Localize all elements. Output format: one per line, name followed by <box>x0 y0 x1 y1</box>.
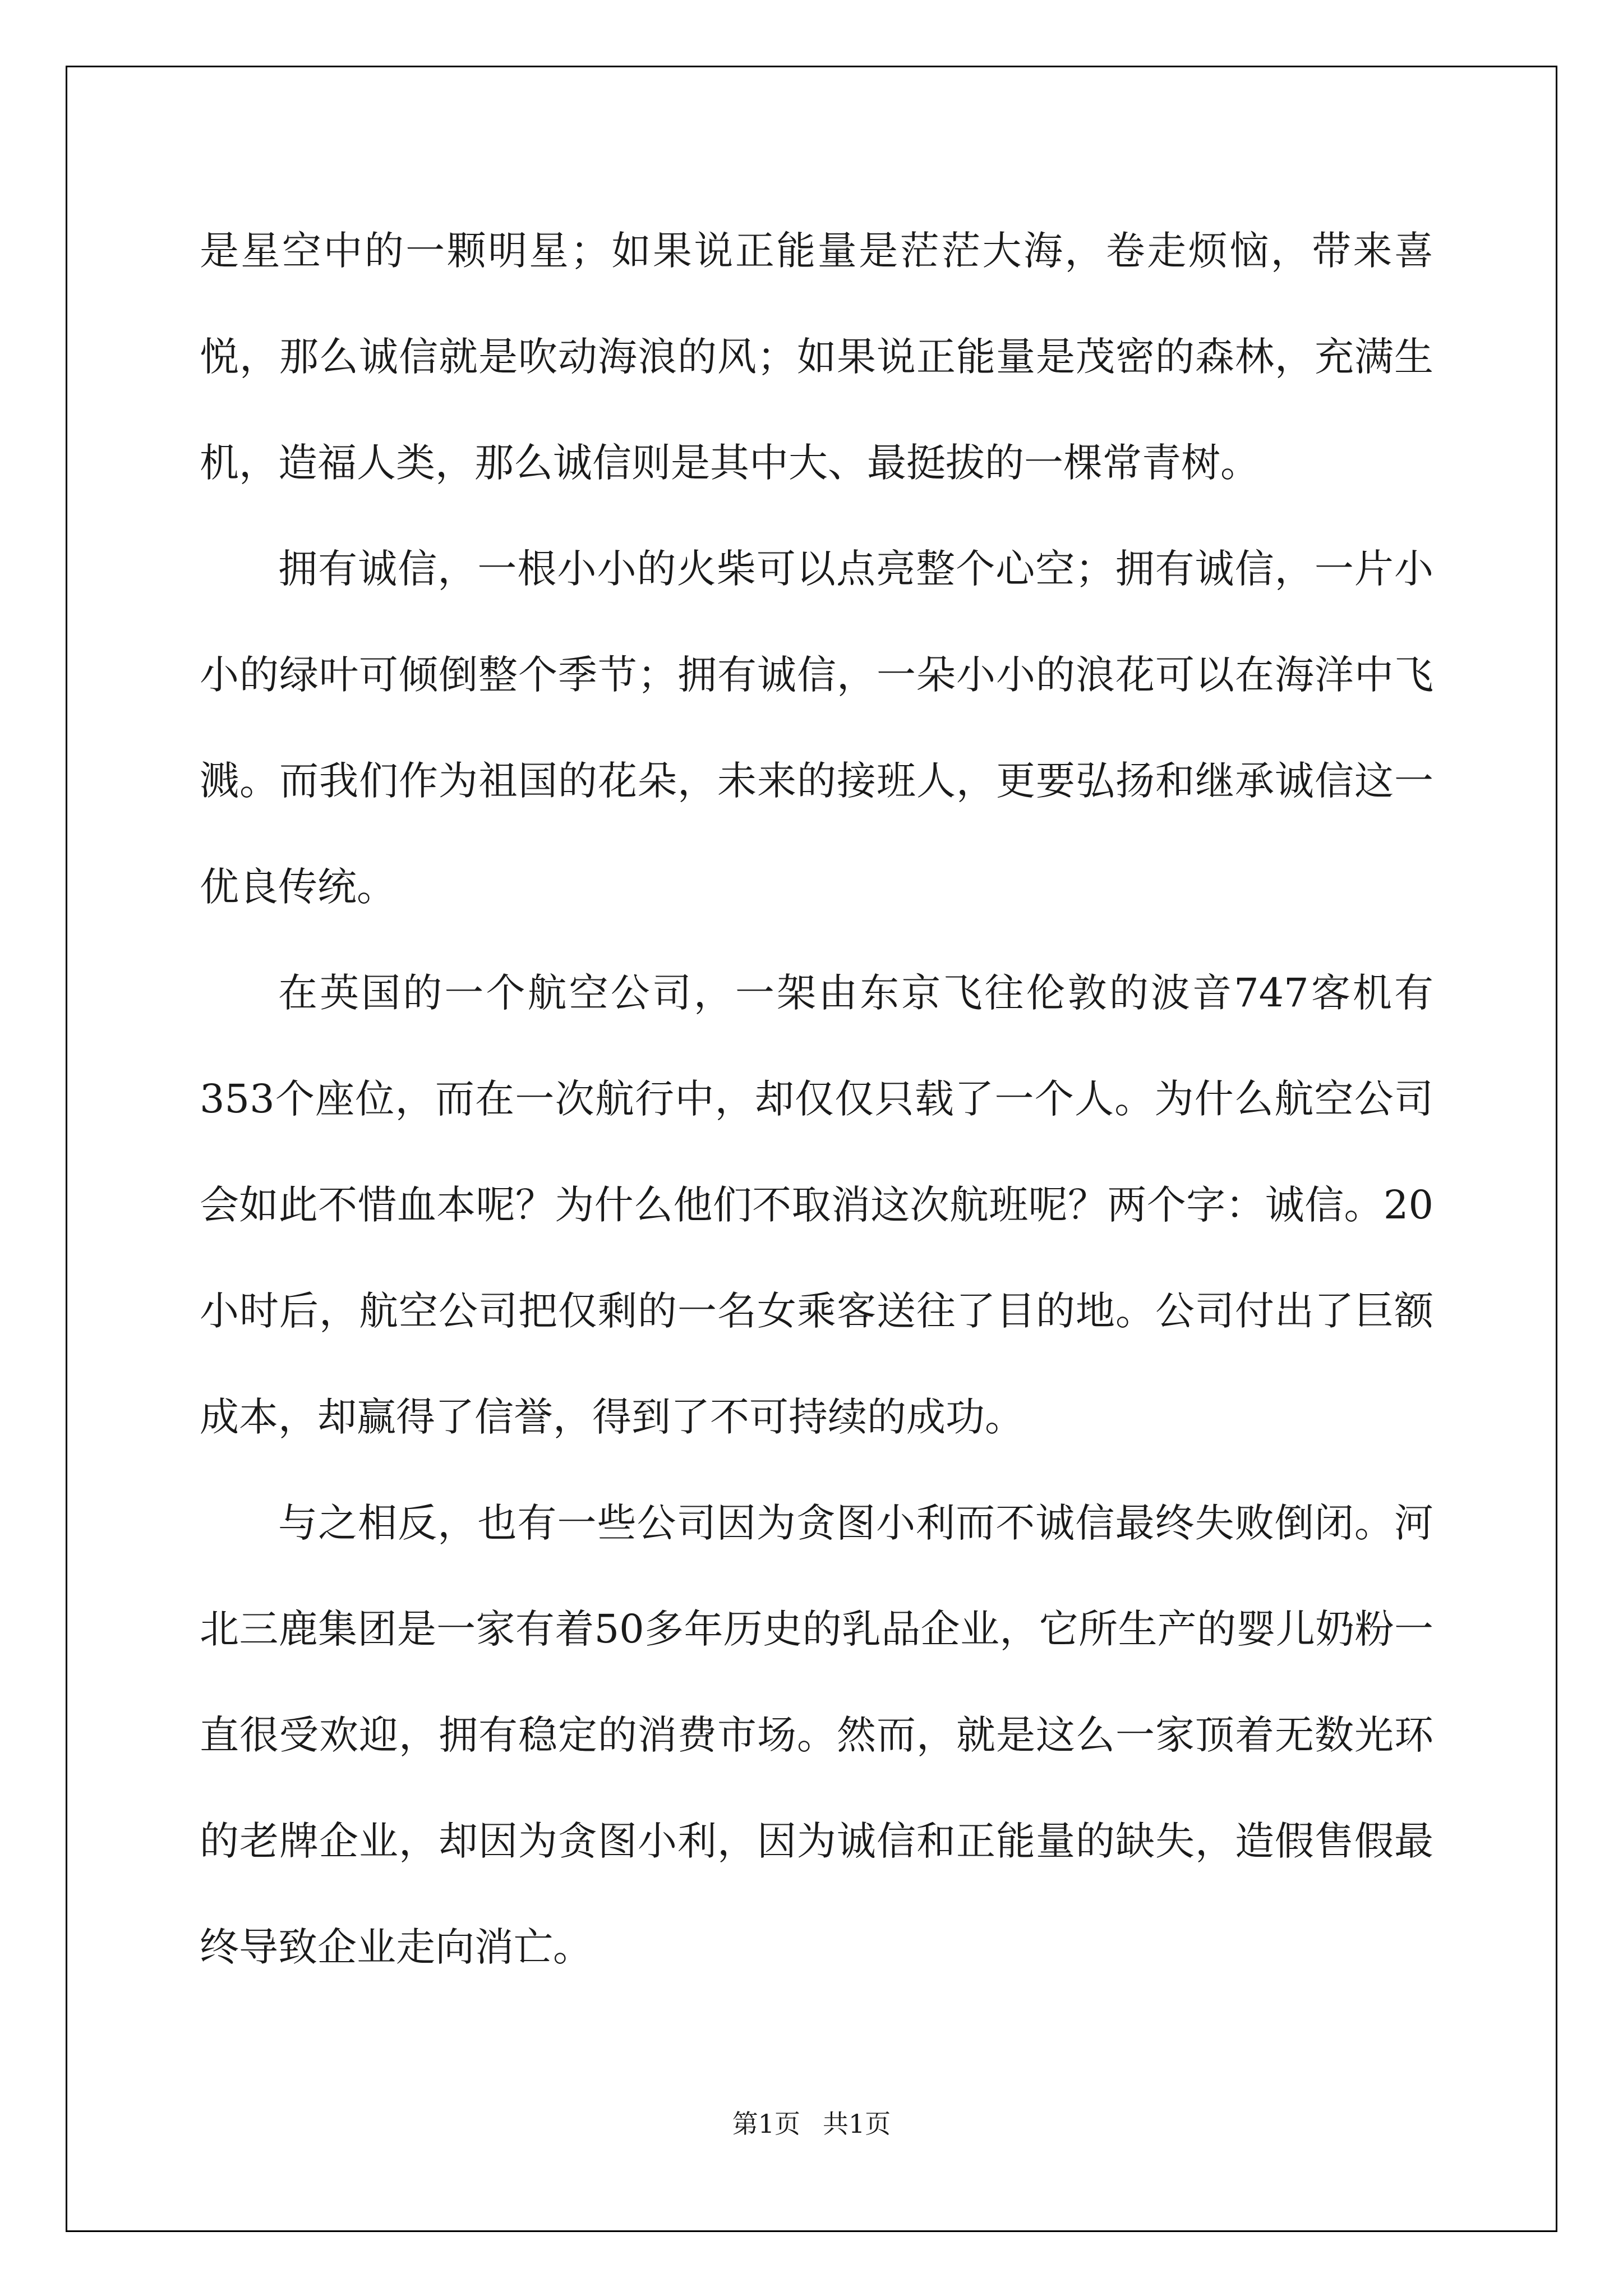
paragraph-2: 拥有诚信，一根小小的火柴可以点亮整个心空；拥有诚信，一片小小的绿叶可倾倒整个季节；拥有诚信，一朵小小的浪花可以在海洋中飞溅。而我们作为祖国的花朵，未来的接班人，更要弘扬和继承诚信这一优良传统。 <box>200 546 1433 910</box>
document-body <box>200 198 1433 2000</box>
page-total: 共1页 <box>823 2109 891 2139</box>
paragraph-3: 在英国的一个航空公司，一架由东京飞往伦敦的波音747客机有353个座位，而在一次航行中，却仅仅只载了一个人。为什么航空公司会如此不惜血本呢？为什么他们不取消这次航班呢？两个字：诚信。20小时后，航空公司把仅剩的一名女乘客送往了目的地。公司付出了巨额成本，却赢得了信誉，得到了不可持续的成功。 <box>200 970 1433 1440</box>
paragraph-4: 与之相反，也有一些公司因为贪图小利而不诚信最终失败倒闭。河北三鹿集团是一家有着50多年历史的乳品企业，它所生产的婴儿奶粉一直很受欢迎，拥有稳定的消费市场。然而，就是这么一家顶着无数光环的老牌企业，却因为贪图小利，因为诚信和正能量的缺失，造假售假最终导致企业走向消亡。 <box>200 1500 1433 1970</box>
page-footer <box>0 2104 1623 2141</box>
paragraph-1: 是星空中的一颗明星；如果说正能量是茫茫大海，卷走烦恼，带来喜悦，那么诚信就是吹动海浪的风；如果说正能量是茂密的森林，充满生机，造福人类，那么诚信则是其中大、最挺拔的一棵常青树。 <box>200 228 1433 486</box>
page-number: 第1页 <box>732 2109 800 2139</box>
